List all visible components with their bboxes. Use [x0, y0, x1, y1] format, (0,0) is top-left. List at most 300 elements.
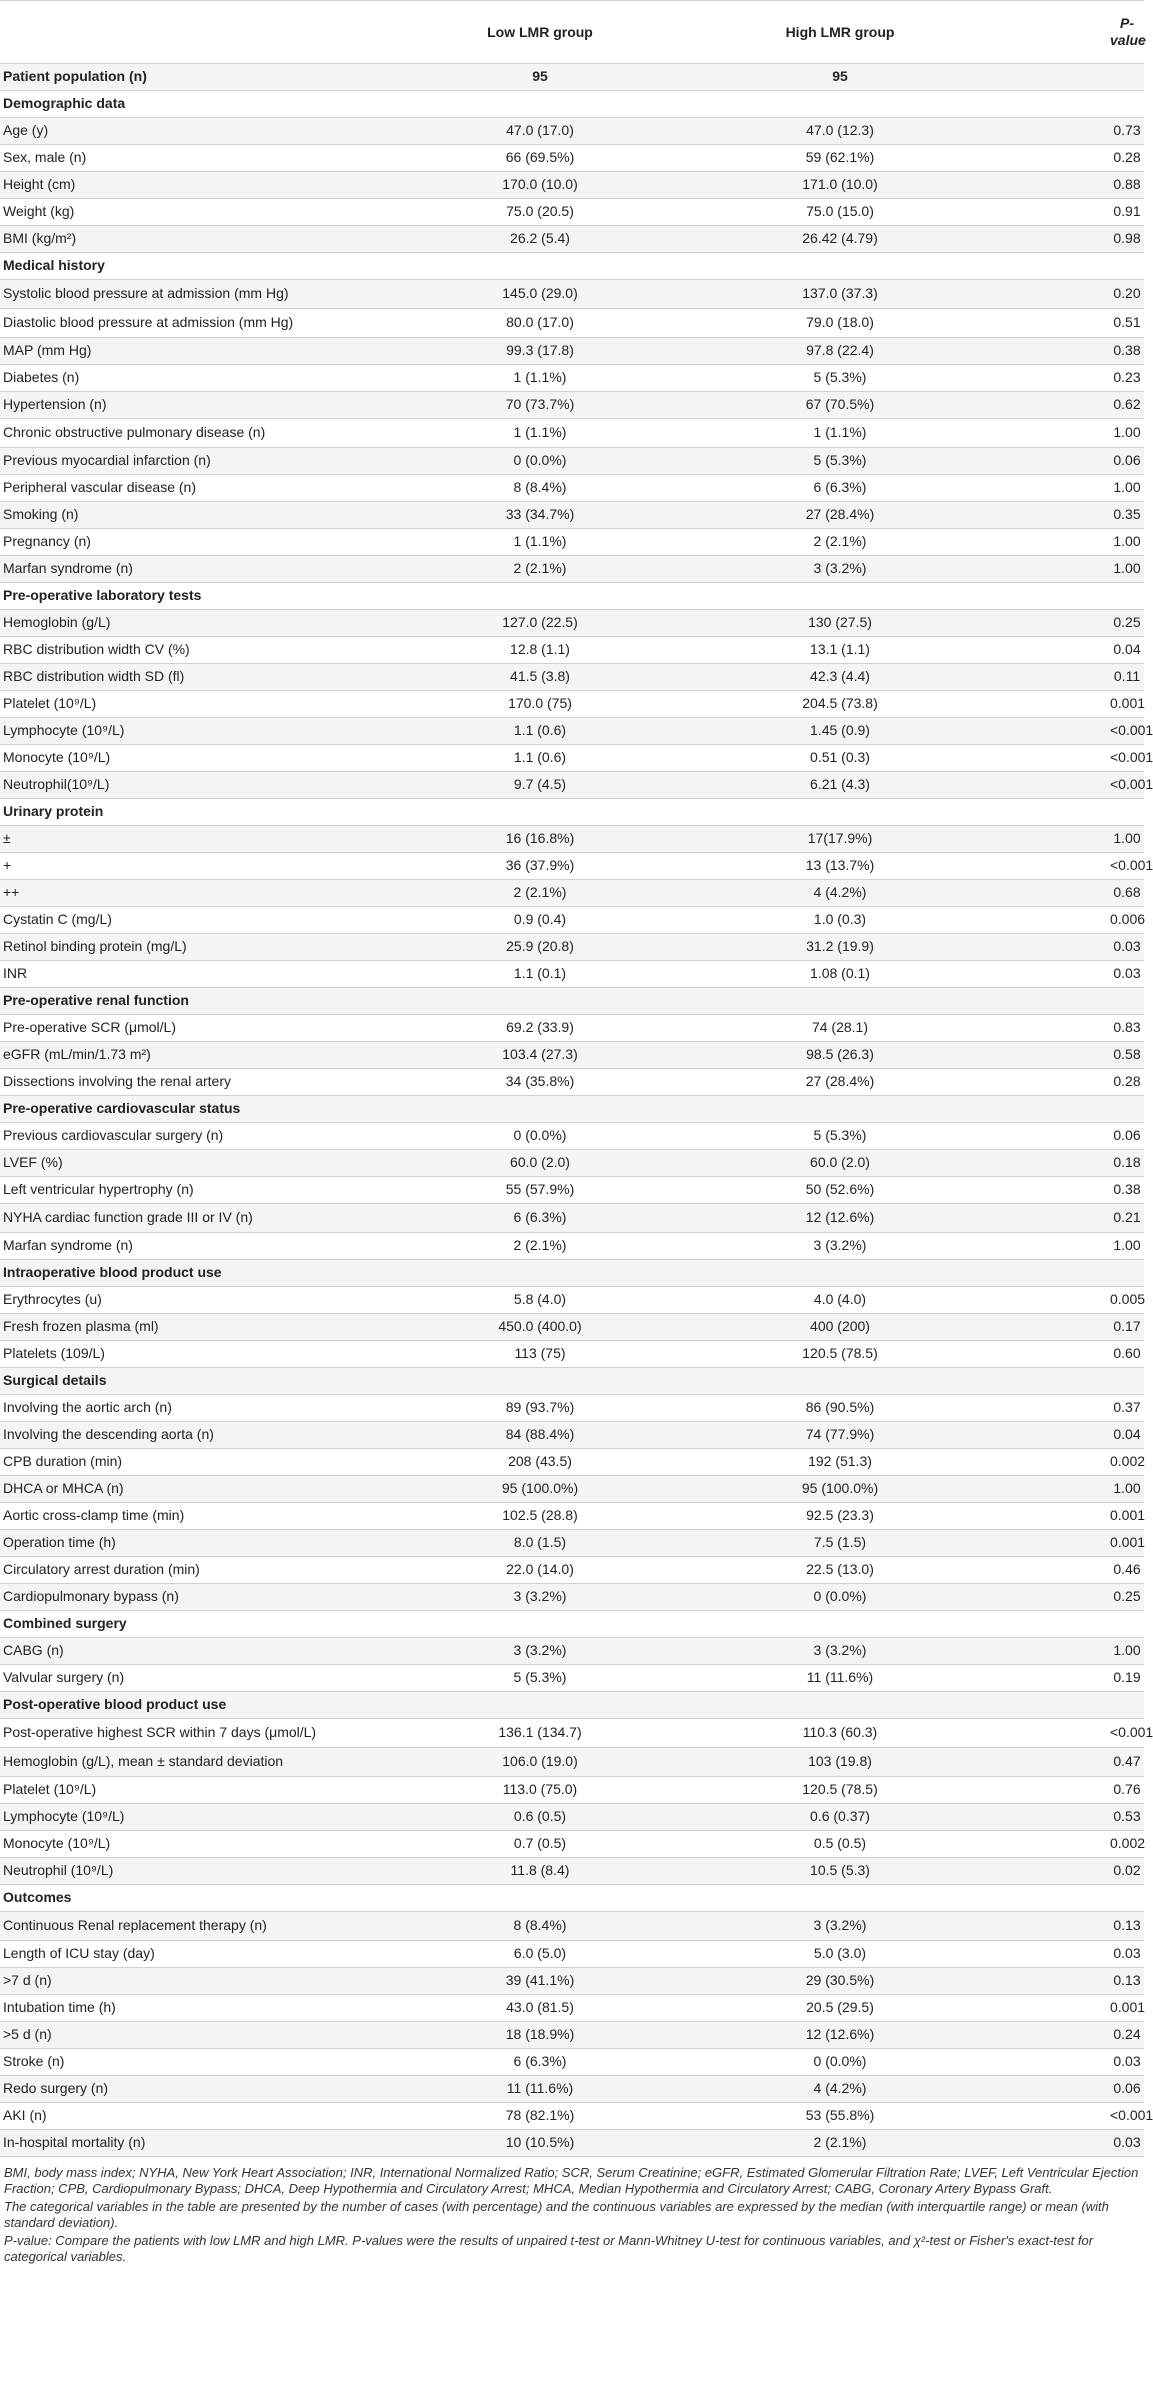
- table-row: [0, 2049, 1144, 2076]
- high-lmr-value: 1.0 (0.3): [690, 907, 990, 934]
- row-label: Previous myocardial infarction (n): [0, 448, 390, 475]
- high-lmr-value: 13 (13.7%): [690, 853, 990, 880]
- p-value: [990, 799, 1144, 826]
- high-lmr-value: 171.0 (10.0): [690, 172, 990, 199]
- row-label: Fresh frozen plasma (ml): [0, 1314, 390, 1341]
- low-lmr-value: 69.2 (33.9): [390, 1015, 690, 1042]
- low-lmr-value: 8.0 (1.5): [390, 1530, 690, 1557]
- low-lmr-value: 70 (73.7%): [390, 392, 690, 419]
- low-lmr-value: 11 (11.6%): [390, 2076, 690, 2103]
- p-value: 0.23: [990, 365, 1144, 392]
- high-lmr-value: 26.42 (4.79): [690, 226, 990, 253]
- high-lmr-value: 12 (12.6%): [690, 1204, 990, 1233]
- p-value: 0.38: [990, 1177, 1144, 1204]
- low-lmr-value: 55 (57.9%): [390, 1177, 690, 1204]
- high-lmr-value: 11 (11.6%): [690, 1665, 990, 1692]
- table-row: [0, 907, 1144, 934]
- p-value: 1.00: [990, 1476, 1144, 1503]
- low-lmr-value: 11.8 (8.4): [390, 1858, 690, 1885]
- low-lmr-value: [390, 583, 690, 610]
- high-lmr-value: 95: [690, 64, 990, 91]
- low-lmr-value: 170.0 (75): [390, 691, 690, 718]
- low-lmr-value: 6 (6.3%): [390, 1204, 690, 1233]
- low-lmr-value: 136.1 (134.7): [390, 1719, 690, 1748]
- section-row: [0, 1096, 1144, 1123]
- high-lmr-value: 13.1 (1.1): [690, 637, 990, 664]
- p-value: 0.88: [990, 172, 1144, 199]
- table-row: [0, 745, 1144, 772]
- high-lmr-value: [690, 1692, 990, 1719]
- p-value: 0.002: [990, 1449, 1144, 1476]
- high-lmr-value: 95 (100.0%): [690, 1476, 990, 1503]
- p-value: 0.002: [990, 1831, 1144, 1858]
- table-row: [0, 1968, 1144, 1995]
- low-lmr-value: 0 (0.0%): [390, 1123, 690, 1150]
- p-value: 1.00: [990, 826, 1144, 853]
- p-value: 1.00: [990, 475, 1144, 502]
- p-value: 1.00: [990, 1638, 1144, 1665]
- row-label: Post-operative highest SCR within 7 days (μmol/L): [0, 1719, 390, 1748]
- low-lmr-value: 89 (93.7%): [390, 1395, 690, 1422]
- low-lmr-value: [390, 1692, 690, 1719]
- table-row: [0, 475, 1144, 502]
- table-row: [0, 1395, 1144, 1422]
- row-label: Marfan syndrome (n): [0, 556, 390, 583]
- table-row: [0, 1177, 1144, 1204]
- table-row: [0, 1638, 1144, 1665]
- high-lmr-value: 27 (28.4%): [690, 502, 990, 529]
- table-row: [0, 880, 1144, 907]
- high-lmr-value: 137.0 (37.3): [690, 280, 990, 309]
- row-label: Hemoglobin (g/L): [0, 610, 390, 637]
- table-row: [0, 1665, 1144, 1692]
- table-row: [0, 664, 1144, 691]
- high-lmr-value: 120.5 (78.5): [690, 1777, 990, 1804]
- p-value: 0.38: [990, 338, 1144, 365]
- row-label: Cardiopulmonary bypass (n): [0, 1584, 390, 1611]
- high-lmr-value: 42.3 (4.4): [690, 664, 990, 691]
- high-lmr-value: [690, 91, 990, 118]
- row-label: +: [0, 853, 390, 880]
- p-value: 0.73: [990, 118, 1144, 145]
- row-label: Surgical details: [0, 1368, 390, 1395]
- low-lmr-value: 1 (1.1%): [390, 419, 690, 448]
- table-row: [0, 1530, 1144, 1557]
- low-lmr-value: [390, 253, 690, 280]
- table-row: [0, 1314, 1144, 1341]
- low-lmr-value: 0.9 (0.4): [390, 907, 690, 934]
- row-label: Post-operative blood product use: [0, 1692, 390, 1719]
- low-lmr-value: [390, 799, 690, 826]
- row-label: Erythrocytes (u): [0, 1287, 390, 1314]
- p-value: 0.76: [990, 1777, 1144, 1804]
- low-lmr-value: 9.7 (4.5): [390, 772, 690, 799]
- table-row: [0, 338, 1144, 365]
- table-row: [0, 145, 1144, 172]
- row-label: RBC distribution width CV (%): [0, 637, 390, 664]
- table-row: [0, 1748, 1144, 1777]
- table-row: [0, 691, 1144, 718]
- row-label: Retinol binding protein (mg/L): [0, 934, 390, 961]
- high-lmr-value: 5 (5.3%): [690, 1123, 990, 1150]
- header-low-lmr: Low LMR group: [390, 1, 690, 64]
- table-row: [0, 718, 1144, 745]
- high-lmr-value: 50 (52.6%): [690, 1177, 990, 1204]
- p-value: <0.001: [990, 853, 1144, 880]
- table-row: [0, 392, 1144, 419]
- low-lmr-value: 3 (3.2%): [390, 1584, 690, 1611]
- low-lmr-value: 41.5 (3.8): [390, 664, 690, 691]
- footnote: P-value: Compare the patients with low LMR and high LMR. P-values were the results of unpaired t-test or Mann-Whitney U-test for continuous variables, and χ²-test or Fisher's exact-test for categorical variables.: [4, 2233, 1094, 2264]
- table-row: [0, 1995, 1144, 2022]
- high-lmr-value: 97.8 (22.4): [690, 338, 990, 365]
- low-lmr-value: [390, 1885, 690, 1912]
- high-lmr-value: 3 (3.2%): [690, 556, 990, 583]
- row-label: Neutrophil (10⁹/L): [0, 1858, 390, 1885]
- table-row: [0, 1941, 1144, 1968]
- row-label: CPB duration (min): [0, 1449, 390, 1476]
- p-value: <0.001: [990, 745, 1144, 772]
- high-lmr-value: 0.5 (0.5): [690, 1831, 990, 1858]
- low-lmr-value: 1 (1.1%): [390, 365, 690, 392]
- row-label: Demographic data: [0, 91, 390, 118]
- p-value: <0.001: [990, 718, 1144, 745]
- row-label: AKI (n): [0, 2103, 390, 2130]
- row-label: Monocyte (10⁹/L): [0, 1831, 390, 1858]
- p-value: 0.005: [990, 1287, 1144, 1314]
- table-row: [0, 419, 1144, 448]
- high-lmr-value: 0 (0.0%): [690, 1584, 990, 1611]
- row-label: >5 d (n): [0, 2022, 390, 2049]
- low-lmr-value: 39 (41.1%): [390, 1968, 690, 1995]
- p-value: 0.17: [990, 1314, 1144, 1341]
- high-lmr-value: 1 (1.1%): [690, 419, 990, 448]
- table-row: [0, 1804, 1144, 1831]
- low-lmr-value: 8 (8.4%): [390, 475, 690, 502]
- row-label: Diastolic blood pressure at admission (mm Hg): [0, 309, 390, 338]
- low-lmr-value: [390, 1611, 690, 1638]
- high-lmr-value: [690, 988, 990, 1015]
- row-label: Hypertension (n): [0, 392, 390, 419]
- high-lmr-value: 192 (51.3): [690, 1449, 990, 1476]
- row-label: Stroke (n): [0, 2049, 390, 2076]
- high-lmr-value: 79.0 (18.0): [690, 309, 990, 338]
- p-value: [990, 1260, 1144, 1287]
- table-row: [0, 934, 1144, 961]
- low-lmr-value: 12.8 (1.1): [390, 637, 690, 664]
- p-value: 0.91: [990, 199, 1144, 226]
- high-lmr-value: [690, 1260, 990, 1287]
- row-label: BMI (kg/m²): [0, 226, 390, 253]
- low-lmr-value: 0.7 (0.5): [390, 1831, 690, 1858]
- high-lmr-value: 204.5 (73.8): [690, 691, 990, 718]
- low-lmr-value: [390, 1260, 690, 1287]
- low-lmr-value: 0 (0.0%): [390, 448, 690, 475]
- high-lmr-value: 4 (4.2%): [690, 880, 990, 907]
- p-value: 0.37: [990, 1395, 1144, 1422]
- p-value: [990, 1692, 1144, 1719]
- low-lmr-value: [390, 91, 690, 118]
- low-lmr-value: 102.5 (28.8): [390, 1503, 690, 1530]
- table-row: [0, 2022, 1144, 2049]
- low-lmr-value: 34 (35.8%): [390, 1069, 690, 1096]
- p-value: [990, 91, 1144, 118]
- low-lmr-value: 10 (10.5%): [390, 2130, 690, 2157]
- p-value: 0.03: [990, 961, 1144, 988]
- p-value: 0.98: [990, 226, 1144, 253]
- p-value: [990, 1611, 1144, 1638]
- table-row: [0, 1422, 1144, 1449]
- row-label: Dissections involving the renal artery: [0, 1069, 390, 1096]
- low-lmr-value: 75.0 (20.5): [390, 199, 690, 226]
- low-lmr-value: 25.9 (20.8): [390, 934, 690, 961]
- p-value: 0.13: [990, 1912, 1144, 1941]
- high-lmr-value: [690, 253, 990, 280]
- p-value: 1.00: [990, 419, 1144, 448]
- low-lmr-value: 99.3 (17.8): [390, 338, 690, 365]
- row-label: DHCA or MHCA (n): [0, 1476, 390, 1503]
- row-label: Sex, male (n): [0, 145, 390, 172]
- low-lmr-value: 113.0 (75.0): [390, 1777, 690, 1804]
- high-lmr-value: [690, 799, 990, 826]
- high-lmr-value: 47.0 (12.3): [690, 118, 990, 145]
- row-label: Pre-operative laboratory tests: [0, 583, 390, 610]
- low-lmr-value: [390, 1096, 690, 1123]
- table-row: [0, 1287, 1144, 1314]
- table-row: [0, 772, 1144, 799]
- high-lmr-value: 53 (55.8%): [690, 2103, 990, 2130]
- section-row: [0, 91, 1144, 118]
- high-lmr-value: 29 (30.5%): [690, 1968, 990, 1995]
- table-row: [0, 1341, 1144, 1368]
- table-row: [0, 1476, 1144, 1503]
- header-row: [0, 1, 1144, 64]
- low-lmr-value: 80.0 (17.0): [390, 309, 690, 338]
- table-row: [0, 1503, 1144, 1530]
- row-label: Pre-operative renal function: [0, 988, 390, 1015]
- high-lmr-value: 92.5 (23.3): [690, 1503, 990, 1530]
- table-row: [0, 1233, 1144, 1260]
- row-label: Urinary protein: [0, 799, 390, 826]
- row-label: Lymphocyte (10⁹/L): [0, 1804, 390, 1831]
- row-label: Continuous Renal replacement therapy (n): [0, 1912, 390, 1941]
- low-lmr-value: 127.0 (22.5): [390, 610, 690, 637]
- table-row: [0, 1831, 1144, 1858]
- high-lmr-value: 110.3 (60.3): [690, 1719, 990, 1748]
- p-value: [990, 1885, 1144, 1912]
- table-row: [0, 1123, 1144, 1150]
- p-value: 0.28: [990, 1069, 1144, 1096]
- low-lmr-value: 2 (2.1%): [390, 1233, 690, 1260]
- high-lmr-value: 120.5 (78.5): [690, 1341, 990, 1368]
- row-label: Monocyte (10⁹/L): [0, 745, 390, 772]
- p-value: <0.001: [990, 1719, 1144, 1748]
- low-lmr-value: 103.4 (27.3): [390, 1042, 690, 1069]
- section-row: [0, 1611, 1144, 1638]
- table-body: [0, 64, 1153, 2157]
- low-lmr-value: 66 (69.5%): [390, 145, 690, 172]
- high-lmr-value: 22.5 (13.0): [690, 1557, 990, 1584]
- footnote: The categorical variables in the table are presented by the number of cases (with percentage) and the continuous variables are expressed by the median (with interquartile range) or mean (with standard deviation).: [4, 2199, 1109, 2230]
- high-lmr-value: 103 (19.8): [690, 1748, 990, 1777]
- table-row: [0, 199, 1144, 226]
- high-lmr-value: [690, 1611, 990, 1638]
- row-label: NYHA cardiac function grade III or IV (n): [0, 1204, 390, 1233]
- low-lmr-value: 106.0 (19.0): [390, 1748, 690, 1777]
- p-value: 0.03: [990, 934, 1144, 961]
- table-row: [0, 610, 1144, 637]
- footnote: BMI, body mass index; NYHA, New York Heart Association; INR, International Normalized Ratio; SCR, Serum Creatinine; eGFR, Estimated Glomerular Filtration Rate; LVEF, Left Ventricular Ejection Fraction; CPB, Cardiopulmonary Bypass; DHCA, Deep Hypothermia and Circulatory Arrest; MHCA, Median Hypothermia and Circulatory Arrest; CABG, Coronary Artery Bypass Graft.: [4, 2165, 1139, 2196]
- table-row: [0, 1858, 1144, 1885]
- row-label: Hemoglobin (g/L), mean ± standard deviation: [0, 1748, 390, 1777]
- table-row: [0, 1042, 1144, 1069]
- row-label: Involving the aortic arch (n): [0, 1395, 390, 1422]
- p-value: 0.02: [990, 1858, 1144, 1885]
- p-value: 0.20: [990, 280, 1144, 309]
- section-row: [0, 64, 1144, 91]
- table-row: [0, 826, 1144, 853]
- low-lmr-value: 43.0 (81.5): [390, 1995, 690, 2022]
- p-value: 0.60: [990, 1341, 1144, 1368]
- row-label: Intraoperative blood product use: [0, 1260, 390, 1287]
- row-label: Neutrophil(10⁹/L): [0, 772, 390, 799]
- row-label: Age (y): [0, 118, 390, 145]
- row-label: Pregnancy (n): [0, 529, 390, 556]
- p-value: 0.47: [990, 1748, 1144, 1777]
- row-label: Aortic cross-clamp time (min): [0, 1503, 390, 1530]
- header-high-lmr: High LMR group: [690, 1, 990, 64]
- high-lmr-value: 10.5 (5.3): [690, 1858, 990, 1885]
- row-label: Involving the descending aorta (n): [0, 1422, 390, 1449]
- p-value: 0.04: [990, 637, 1144, 664]
- table-row: [0, 1777, 1144, 1804]
- high-lmr-value: 2 (2.1%): [690, 2130, 990, 2157]
- high-lmr-value: 0.6 (0.37): [690, 1804, 990, 1831]
- p-value: <0.001: [990, 2103, 1144, 2130]
- p-value: 0.001: [990, 691, 1144, 718]
- table-row: [0, 1150, 1144, 1177]
- row-label: Left ventricular hypertrophy (n): [0, 1177, 390, 1204]
- high-lmr-value: [690, 583, 990, 610]
- low-lmr-value: [390, 1368, 690, 1395]
- table-row: [0, 1015, 1144, 1042]
- high-lmr-value: 1.45 (0.9): [690, 718, 990, 745]
- row-label: Combined surgery: [0, 1611, 390, 1638]
- row-label: Platelets (109/L): [0, 1341, 390, 1368]
- table-row: [0, 1557, 1144, 1584]
- p-value: 1.00: [990, 529, 1144, 556]
- table-row: [0, 2076, 1144, 2103]
- section-row: [0, 1692, 1144, 1719]
- section-row: [0, 988, 1144, 1015]
- low-lmr-value: 22.0 (14.0): [390, 1557, 690, 1584]
- p-value: 0.25: [990, 1584, 1144, 1611]
- row-label: Pre-operative cardiovascular status: [0, 1096, 390, 1123]
- high-lmr-value: 6 (6.3%): [690, 475, 990, 502]
- high-lmr-value: 1.08 (0.1): [690, 961, 990, 988]
- low-lmr-value: 8 (8.4%): [390, 1912, 690, 1941]
- p-value: 0.001: [990, 1503, 1144, 1530]
- row-label: Diabetes (n): [0, 365, 390, 392]
- high-lmr-value: 60.0 (2.0): [690, 1150, 990, 1177]
- low-lmr-value: 47.0 (17.0): [390, 118, 690, 145]
- low-lmr-value: 78 (82.1%): [390, 2103, 690, 2130]
- row-label: Peripheral vascular disease (n): [0, 475, 390, 502]
- high-lmr-value: 27 (28.4%): [690, 1069, 990, 1096]
- row-label: Medical history: [0, 253, 390, 280]
- p-value: 0.58: [990, 1042, 1144, 1069]
- p-value: 0.11: [990, 664, 1144, 691]
- p-value: 0.06: [990, 1123, 1144, 1150]
- high-lmr-value: 5.0 (3.0): [690, 1941, 990, 1968]
- p-value: 0.35: [990, 502, 1144, 529]
- high-lmr-value: 20.5 (29.5): [690, 1995, 990, 2022]
- high-lmr-value: 2 (2.1%): [690, 529, 990, 556]
- high-lmr-value: 3 (3.2%): [690, 1912, 990, 1941]
- low-lmr-value: 5 (5.3%): [390, 1665, 690, 1692]
- high-lmr-value: 5 (5.3%): [690, 365, 990, 392]
- high-lmr-value: 3 (3.2%): [690, 1233, 990, 1260]
- table-row: [0, 556, 1144, 583]
- low-lmr-value: 113 (75): [390, 1341, 690, 1368]
- high-lmr-value: [690, 1885, 990, 1912]
- table-row: [0, 1449, 1144, 1476]
- row-label: Platelet (10⁹/L): [0, 691, 390, 718]
- p-value: 0.06: [990, 2076, 1144, 2103]
- section-row: [0, 253, 1144, 280]
- table-row: [0, 529, 1144, 556]
- p-value: 0.83: [990, 1015, 1144, 1042]
- table-row: [0, 1584, 1144, 1611]
- row-label: Patient population (n): [0, 64, 390, 91]
- low-lmr-value: [390, 988, 690, 1015]
- row-label: Redo surgery (n): [0, 2076, 390, 2103]
- header-p-value-text: P-value: [1110, 15, 1146, 48]
- table-row: [0, 172, 1144, 199]
- row-label: In-hospital mortality (n): [0, 2130, 390, 2157]
- table-row: [0, 118, 1144, 145]
- low-lmr-value: 36 (37.9%): [390, 853, 690, 880]
- high-lmr-value: 98.5 (26.3): [690, 1042, 990, 1069]
- table-row: [0, 280, 1144, 309]
- p-value: 0.18: [990, 1150, 1144, 1177]
- p-value: [990, 64, 1144, 91]
- table-row: [0, 502, 1144, 529]
- table-row: [0, 2130, 1144, 2157]
- table-row: [0, 309, 1144, 338]
- row-label: Intubation time (h): [0, 1995, 390, 2022]
- row-label: eGFR (mL/min/1.73 m²): [0, 1042, 390, 1069]
- low-lmr-value: 1 (1.1%): [390, 529, 690, 556]
- high-lmr-value: 31.2 (19.9): [690, 934, 990, 961]
- row-label: Lymphocyte (10⁹/L): [0, 718, 390, 745]
- p-value: 0.53: [990, 1804, 1144, 1831]
- p-value: 0.001: [990, 1995, 1144, 2022]
- high-lmr-value: [690, 1096, 990, 1123]
- p-value: 0.28: [990, 145, 1144, 172]
- low-lmr-value: 95: [390, 64, 690, 91]
- p-value: [990, 253, 1144, 280]
- high-lmr-value: 6.21 (4.3): [690, 772, 990, 799]
- low-lmr-value: 18 (18.9%): [390, 2022, 690, 2049]
- section-row: [0, 1885, 1144, 1912]
- row-label: >7 d (n): [0, 1968, 390, 1995]
- section-row: [0, 583, 1144, 610]
- row-label: Weight (kg): [0, 199, 390, 226]
- row-label: Pre-operative SCR (μmol/L): [0, 1015, 390, 1042]
- row-label: INR: [0, 961, 390, 988]
- row-label: Previous cardiovascular surgery (n): [0, 1123, 390, 1150]
